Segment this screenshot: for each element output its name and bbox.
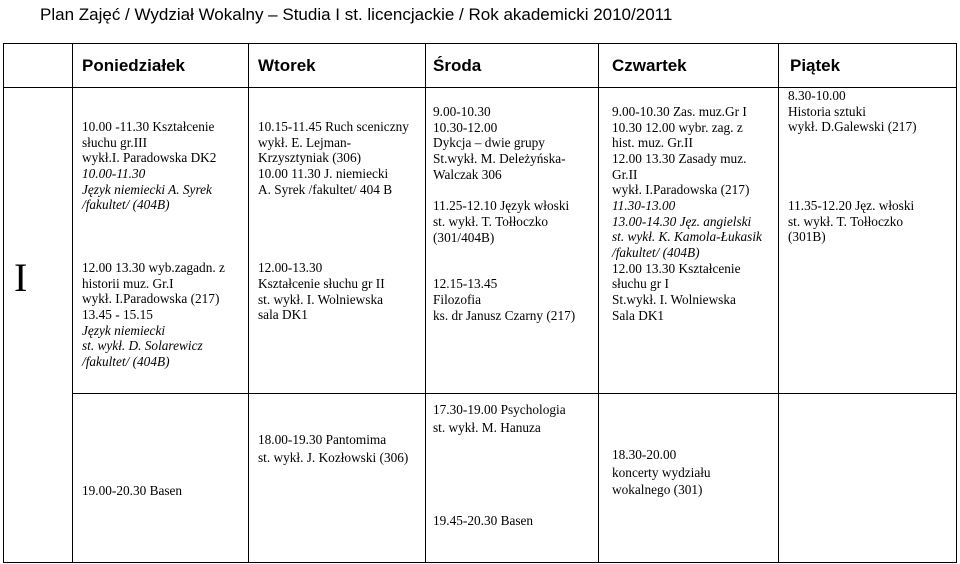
class-entry <box>433 401 566 436</box>
entry-line: wykł.I. Paradowska DK2 <box>82 150 217 166</box>
entry-line: Dykcja – dwie grupy <box>433 135 545 151</box>
entry-line: 18.00-19.30 Pantomima <box>258 432 387 447</box>
entry-line: 10.00 11.30 J. niemiecki <box>258 165 389 181</box>
entry-line: 11.35-12.20 Jęz. włoski <box>788 197 915 213</box>
entry-line: Historia sztuki <box>788 103 866 119</box>
entry-line: st. wykł. J. Kozłowski (306) <box>258 449 409 465</box>
entry-line: 13.45 - 15.15 <box>82 306 153 322</box>
thursday-evening-cell <box>612 394 711 499</box>
class-entry <box>82 119 225 213</box>
entry-line: /fakultet/ (404B) <box>612 244 700 260</box>
entry-line: 12.00-13.30 <box>258 260 323 276</box>
friday-day-cell <box>788 88 917 245</box>
class-entry <box>612 104 762 323</box>
page-title: Plan Zajęć / Wydział Wokalny – Studia I st. licencjackie / Rok akademicki 2010/2011 <box>40 5 673 24</box>
entry-line: wykł. I.Paradowska (217) <box>612 182 750 198</box>
class-entry <box>82 482 182 500</box>
entry-line: Język niemiecki A. Syrek <box>82 181 212 197</box>
entry-line: 12.00 13.30 Kształcenie <box>612 260 741 276</box>
day-header-tuesday: Wtorek <box>258 56 316 75</box>
entry-line: st. wykł. K. Kamola-Łukasik <box>612 229 762 245</box>
column-divider-thursday <box>778 43 779 563</box>
day-header-monday: Poniedziałek <box>82 56 185 75</box>
entry-line: 10.00 -11.30 Kształcenie <box>82 119 215 134</box>
table-border-right <box>956 43 957 563</box>
entry-line: wykł. E. Lejman- <box>258 134 352 150</box>
entry-line: Walczak 306 <box>433 166 502 182</box>
entry-line: słuchu gr.III <box>82 134 147 150</box>
day-header-wednesday: Środa <box>433 56 482 75</box>
row-label: I <box>14 255 28 300</box>
column-divider-wednesday <box>598 43 599 563</box>
entry-line: st. wykł. D. Solarewicz <box>82 338 203 354</box>
entry-line: 8.30-10.00 <box>788 88 846 103</box>
entry-line: 9.00-10.30 Zas. muz.Gr I <box>612 104 747 119</box>
class-entry <box>433 104 575 182</box>
class-entry <box>612 446 711 499</box>
entry-line: 18.30-20.00 <box>612 447 677 462</box>
table-border-bottom <box>3 562 957 563</box>
entry-line: 9.00-10.30 <box>433 104 491 119</box>
thursday-day-cell <box>612 88 762 323</box>
entry-line: słuchu gr I <box>612 276 669 292</box>
entry-line: 10.30 12.00 wybr. zag. z <box>612 119 743 135</box>
entry-line: /fakultet/ (404B) <box>82 353 170 369</box>
entry-line: 12.15-13.45 <box>433 276 498 292</box>
entry-line: wokalnego (301) <box>612 482 703 497</box>
entry-line: st. wykł. I. Wolniewska <box>258 291 383 307</box>
entry-line: 19.45-20.30 Basen <box>433 513 534 528</box>
entry-line: sala DK1 <box>258 307 308 323</box>
wednesday-evening-cell <box>433 394 566 530</box>
tuesday-day-cell <box>258 88 409 323</box>
entry-line: wykł. D.Galewski (217) <box>788 119 917 135</box>
class-entry <box>82 260 225 370</box>
entry-line: 10.30-12.00 <box>433 119 498 135</box>
entry-line: ks. dr Janusz Czarny (217) <box>433 307 576 323</box>
entry-line: 13.00-14.30 Jęz. angielski <box>612 213 752 229</box>
monday-day-cell <box>82 88 225 370</box>
entry-line: Gr.II <box>612 166 638 182</box>
entry-line: 12.00 13.30 Zasady muz. <box>612 150 747 166</box>
table-border-left <box>3 43 4 563</box>
entry-line: St.wykł. I. Wolniewska <box>612 291 736 307</box>
class-entry <box>433 276 575 323</box>
tuesday-evening-cell <box>258 394 408 466</box>
entry-line: /fakultet/ (404B) <box>82 197 170 213</box>
entry-line: st. wykł. T. Tołłoczko <box>433 213 549 229</box>
class-entry <box>258 260 409 323</box>
entry-line: (301B) <box>788 229 826 245</box>
column-divider-tuesday <box>425 43 426 563</box>
entry-line: 19.00-20.30 Basen <box>82 483 183 498</box>
entry-line: A. Syrek /fakultet/ 404 B <box>258 181 393 197</box>
entry-line: 11.25-12.10 Język włoski <box>433 198 570 214</box>
entry-line: hist. muz. Gr.II <box>612 135 693 151</box>
entry-line: 12.00 13.30 wyb.zagadn. z <box>82 259 225 275</box>
column-divider-monday <box>248 43 249 563</box>
entry-line: wykł. I.Paradowska (217) <box>82 291 220 307</box>
entry-line: St.wykł. M. Deleżyńska- <box>433 150 566 166</box>
class-entry <box>433 198 575 245</box>
entry-line: 10.00-11.30 <box>82 165 146 181</box>
class-entry <box>433 512 566 530</box>
class-entry <box>788 88 917 135</box>
entry-line: Kształcenie słuchu gr II <box>258 275 385 291</box>
class-entry <box>788 198 917 245</box>
entry-line: historii muz. Gr.I <box>82 275 174 291</box>
entry-line: 10.15-11.45 Ruch sceniczny <box>258 119 409 134</box>
entry-line: 17.30-19.00 Psychologia <box>433 402 566 417</box>
entry-line: koncerty wydziału <box>612 464 711 480</box>
class-entry <box>258 431 408 466</box>
class-entry <box>258 119 409 197</box>
entry-line: 11.30-13.00 <box>612 197 676 213</box>
entry-line: Język niemiecki <box>82 322 166 338</box>
entry-line: Krzysztyniak (306) <box>258 150 362 166</box>
entry-line: st. wykł. T. Tołłoczko <box>788 213 904 229</box>
column-divider-label <box>72 43 73 563</box>
entry-line: Filozofia <box>433 291 482 307</box>
day-header-thursday: Czwartek <box>612 56 687 75</box>
monday-evening-cell <box>82 394 182 500</box>
wednesday-day-cell <box>433 88 575 323</box>
entry-line: (301/404B) <box>433 229 495 245</box>
day-header-friday: Piątek <box>790 56 841 75</box>
entry-line: Sala DK1 <box>612 307 665 323</box>
entry-line: st. wykł. M. Hanuza <box>433 419 541 435</box>
